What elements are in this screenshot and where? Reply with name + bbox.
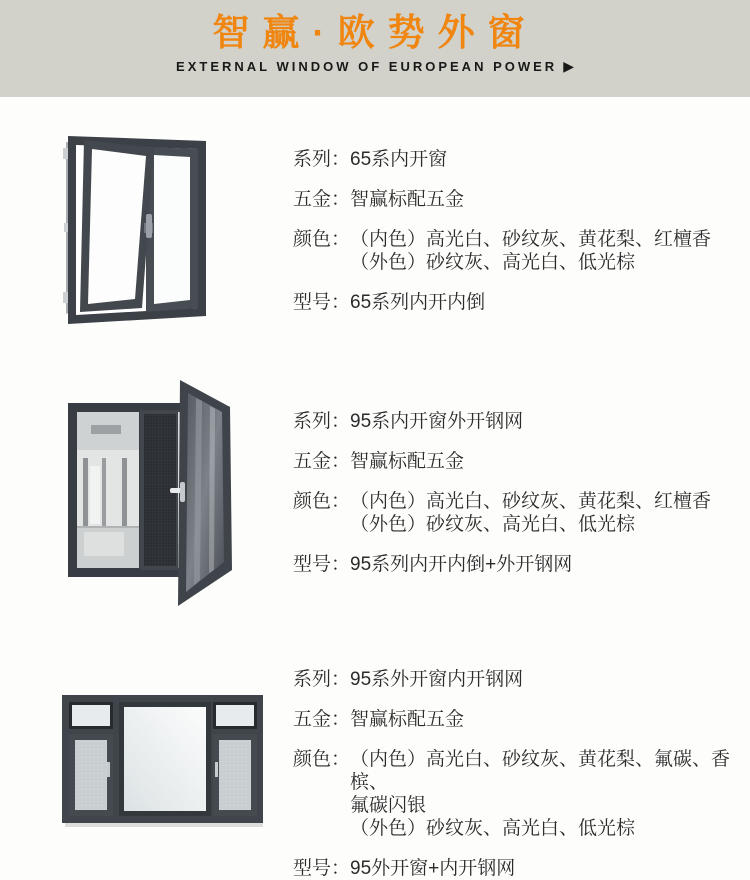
spec-value (350, 490, 711, 536)
product-image-screen-window (50, 370, 240, 610)
product-image-tilt-turn-window (60, 128, 215, 328)
spec-label: 系列： (293, 149, 351, 170)
spec-label: 型号： (293, 858, 351, 879)
screen-mesh (75, 740, 107, 810)
page-subtitle (0, 58, 750, 75)
screen-window-illustration (50, 370, 240, 610)
glass-pane (72, 705, 110, 726)
spec-label: 五金： (293, 709, 351, 730)
reflection-light (90, 466, 100, 524)
spec-label: 颜色： (293, 491, 351, 512)
spec-value: 65系列内开内倒 (350, 292, 486, 313)
spec-row-colors (293, 748, 745, 840)
screen-mesh (219, 740, 251, 810)
spec-row-hardware (293, 708, 745, 731)
spec-label: 五金： (293, 451, 351, 472)
arrow-right-icon: ▶ (563, 58, 574, 74)
glass-pane (186, 393, 224, 592)
spec-label: 型号： (293, 292, 351, 313)
spec-label: 系列： (293, 669, 351, 690)
reflection-sheen (84, 532, 124, 556)
spec-row-series (293, 148, 745, 171)
triple-window-illustration (55, 690, 270, 830)
window-handle-icon (215, 762, 218, 777)
reflection-post (102, 458, 106, 528)
spec-label: 型号： (293, 554, 351, 575)
spec-row-hardware (293, 450, 745, 473)
product-image-triple-window (55, 690, 270, 830)
spec-row-hardware (293, 188, 745, 211)
page-title: 智赢·欧势外窗 (212, 12, 538, 53)
reflection-post (83, 458, 88, 528)
spec-row-colors (293, 228, 745, 274)
spec-value: 95系内开窗外开钢网 (350, 411, 524, 432)
window-shadow (65, 823, 263, 827)
spec-value: 95系列内开内倒+外开钢网 (350, 554, 573, 575)
color-line-inner: （内色）高光白、砂纹灰、黄花梨、红檀香 (350, 229, 712, 250)
window-handle-icon (107, 762, 110, 777)
spec-value: 智赢标配五金 (350, 189, 465, 210)
glass-pane (124, 707, 206, 811)
glass-reflection (209, 406, 215, 573)
spec-value (350, 228, 711, 274)
reflection-floorline (77, 526, 139, 528)
product-specs-2 (293, 410, 745, 593)
spec-value: 65系内开窗 (350, 149, 448, 170)
glass-pane (216, 705, 254, 726)
color-line-outer: （外色）砂纹灰、高光白、低光棕 (350, 252, 636, 273)
glass-pane (154, 155, 190, 304)
spec-value: 95系外开窗内开钢网 (350, 669, 524, 690)
color-line-inner: （内色）高光白、砂纹灰、黄花梨、氟碳、香槟、 (350, 749, 731, 793)
spec-value: 95外开窗+内开钢网 (350, 858, 516, 879)
window-handle-icon (146, 214, 152, 238)
spec-label: 五金： (293, 189, 351, 210)
spec-label: 颜色： (293, 749, 351, 770)
spec-value (350, 748, 745, 840)
subtitle-text: EXTERNAL WINDOW OF EUROPEAN POWER (176, 59, 558, 74)
spec-value: 智赢标配五金 (350, 451, 465, 472)
spec-row-model (293, 291, 745, 314)
spec-label: 颜色： (293, 229, 351, 250)
page-header (0, 0, 750, 97)
color-line-inner: （内色）高光白、砂纹灰、黄花梨、红檀香 (350, 491, 712, 512)
reflection-panel (91, 425, 121, 434)
spec-row-colors (293, 490, 745, 536)
spec-row-series (293, 410, 745, 433)
spec-row-series (293, 668, 745, 691)
product-specs-3 (293, 668, 745, 880)
tilt-turn-window-illustration (60, 128, 215, 328)
spec-row-model (293, 857, 745, 880)
spec-row-model (293, 553, 745, 576)
handle-base (180, 482, 185, 502)
color-line-inner-cont: 氟碳闪银 (350, 795, 427, 816)
color-line-outer: （外色）砂纹灰、高光白、低光棕 (350, 818, 636, 839)
reflection-post (122, 458, 127, 528)
color-line-outer: （外色）砂纹灰、高光白、低光棕 (350, 514, 636, 535)
spec-value: 智赢标配五金 (350, 709, 465, 730)
spec-label: 系列： (293, 411, 351, 432)
product-specs-1 (293, 148, 745, 331)
